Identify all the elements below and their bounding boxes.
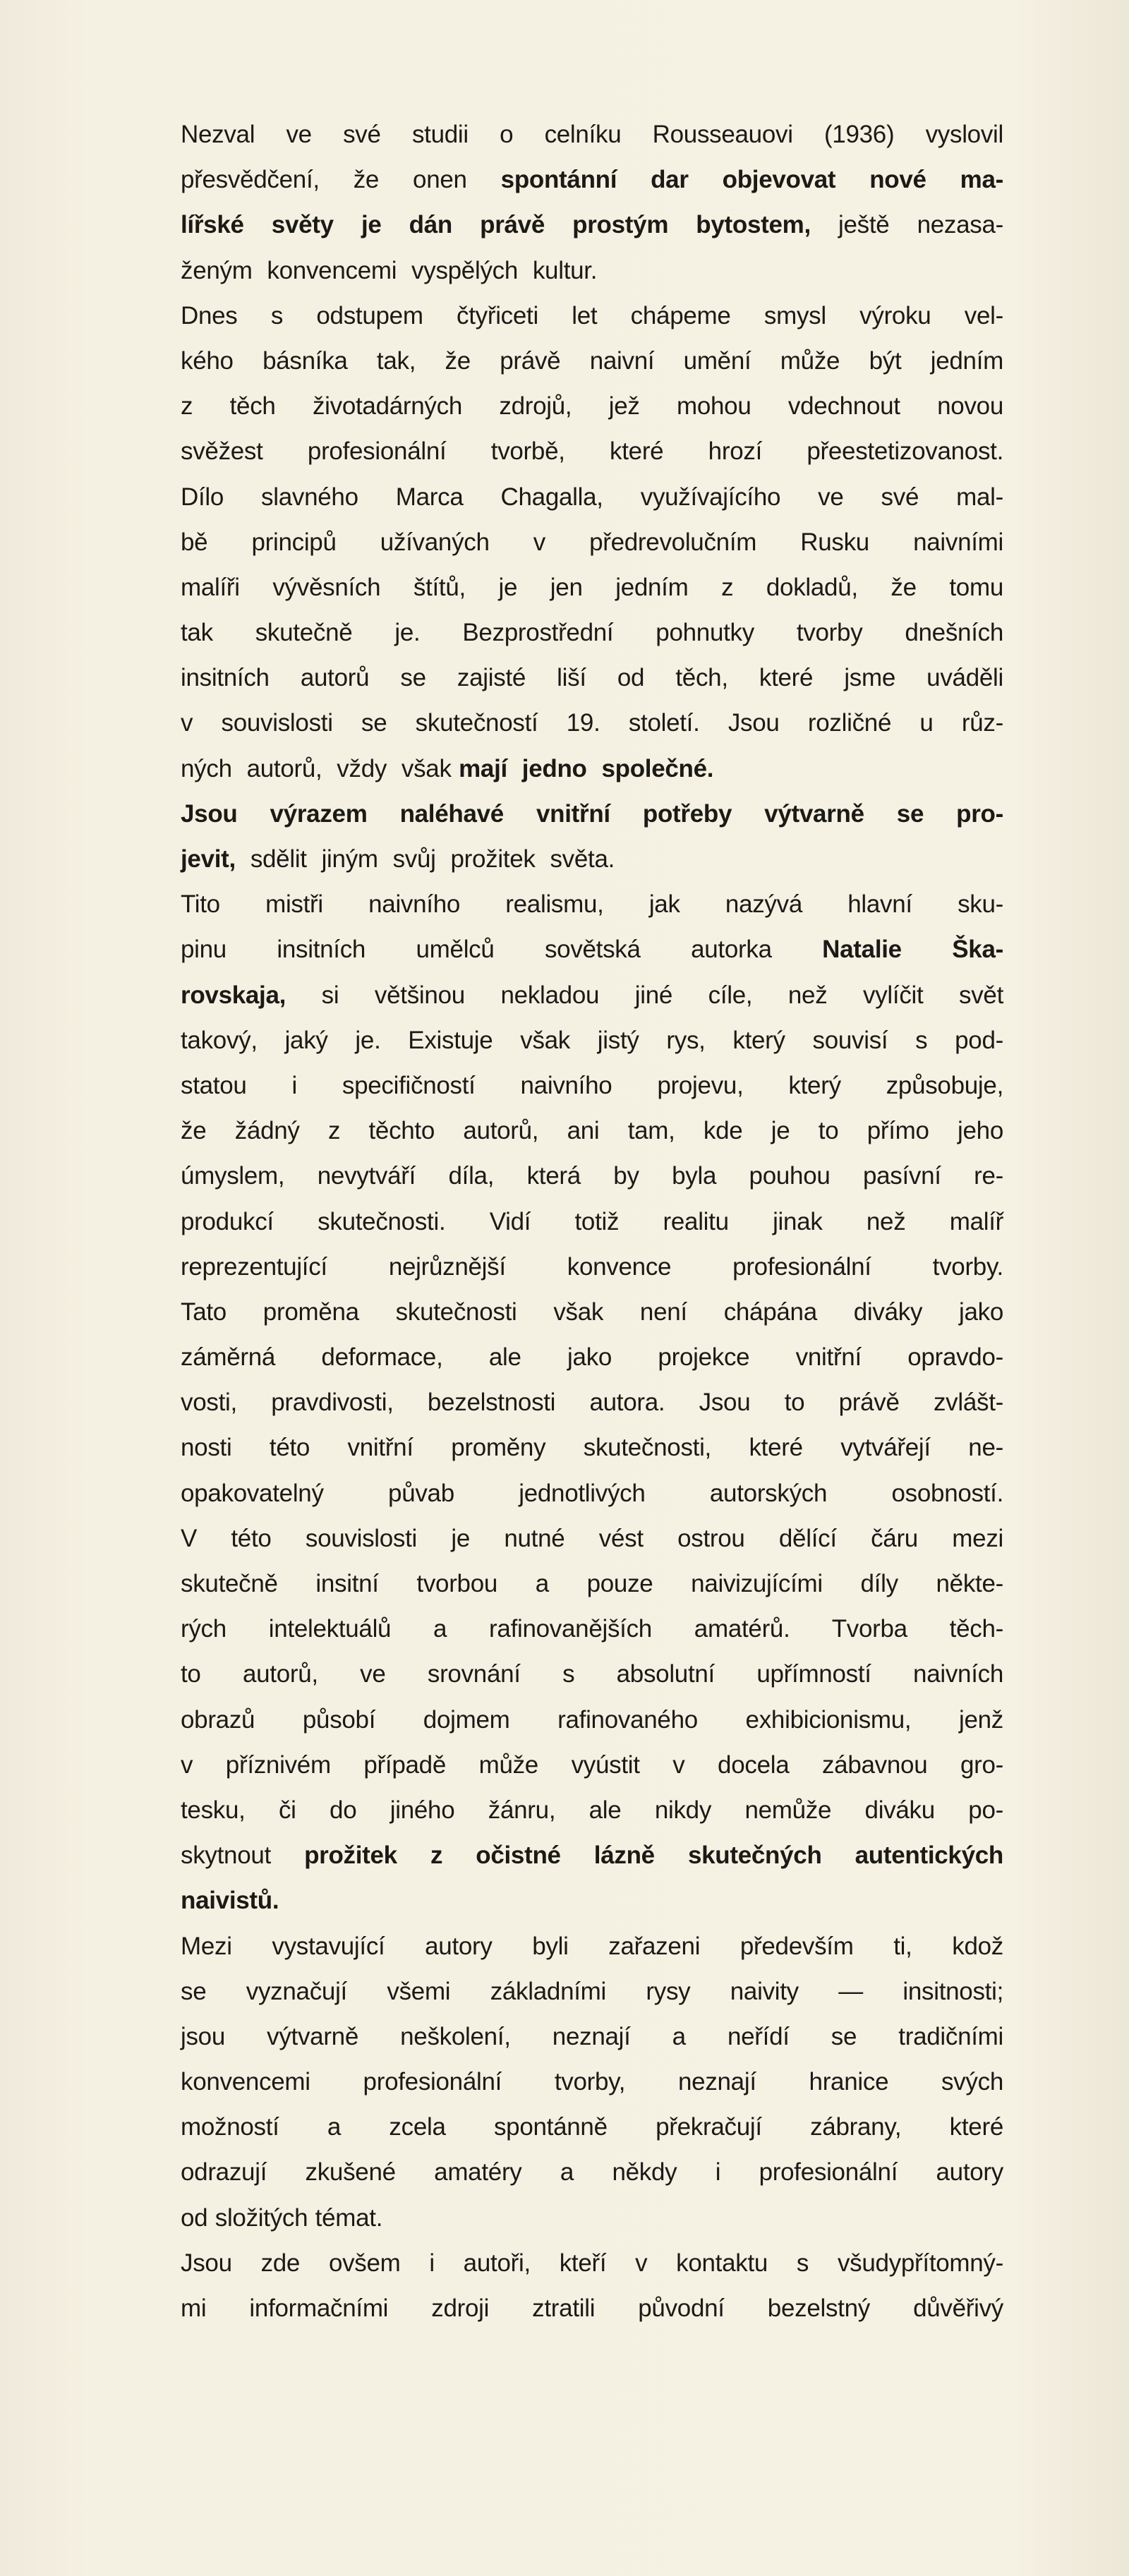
text-line [181,1833,1003,1878]
text-line [181,1561,1003,1607]
text-run: kého básníka tak, že právě naivní umění může být jedním [181,346,1003,375]
text-run: úmyslem, nevytváří díla, která by byla pouhou pasívní re- [181,1162,1003,1190]
text-line [181,565,1003,610]
text-run: skutečně insitní tvorbou a pouze naivizujícími díly někte- [181,1570,1003,1597]
text-run: to autorů, ve srovnání s absolutní upřímností naivních [181,1660,1003,1688]
text-run: v souvislosti se skutečností 19. století. Jsou rozličné u růz- [181,709,1003,737]
text-line [181,1607,1003,1652]
text-run: malíři vývěsních štítů, je jen jedním z dokladů, že tomu [181,573,1003,601]
text-line [181,2150,1003,2195]
text-line [181,1924,1003,1969]
bold-text: mají jedno společné. [459,754,714,782]
text-run: možností a zcela spontánně překračují zábrany, které [181,2113,1003,2141]
text-run: sdělit jiným svůj prožitek světa. [235,845,615,873]
text-run: se vyznačují všemi základními rysy naivity — insitnosti; [181,1977,1003,2005]
bold-text: naivistů. [181,1887,279,1915]
text-line [181,475,1003,520]
text-run: Tato proměna skutečnosti však není chápána diváky jako [181,1298,1003,1326]
text-line [181,1471,1003,1516]
bold-text: rovskaja, [181,981,286,1009]
bold-text: jevit, [181,845,236,873]
text-line [181,701,1003,746]
text-line [181,1290,1003,1335]
text-run: V této souvislosti je nutné vést ostrou dělící čáru mezi [181,1524,1003,1552]
text-line [181,2241,1003,2286]
text-run: ženým konvencemi vyspělých kultur. [181,256,598,284]
bold-text: spontánní dar objevovat nové ma- [500,166,1003,194]
text-line [181,429,1003,474]
text-line [181,1425,1003,1470]
text-line [181,655,1003,701]
text-line [181,927,1003,972]
text-run: Tito mistři naivního realismu, jak nazývá hlavní sku- [181,890,1003,919]
text-line [181,294,1003,339]
text-line [181,1652,1003,1697]
text-line [181,1335,1003,1380]
text-run: reprezentující nejrůznější konvence profesionální tvorby. [181,1252,1003,1281]
text-run: insitních autorů se zajisté liší od těch, které jsme uváděli [181,664,1003,692]
text-line [181,2105,1003,2150]
text-run: tesku, či do jiného žánru, ale nikdy nemůže diváku po- [181,1796,1003,1824]
text-line [181,610,1003,655]
text-run: Nezval ve své studii o celníku Rousseauovi (1936) vyslovil [181,121,1003,148]
text-run: tak skutečně je. Bezprostřední pohnutky tvorby dnešních [181,619,1003,647]
text-run: opakovatelný půvab jednotlivých autorských osobností. [181,1479,1003,1507]
text-run: přesvědčení, že onen [181,166,501,194]
text-line [181,2014,1003,2060]
text-line [181,746,1003,792]
text-line [181,2196,1003,2241]
text-run: bě principů užívaných v předrevolučním Rusku naivními [181,528,1003,556]
text-run: Mezi vystavující autory byli zařazeni především ti, kdož [181,1932,1003,1960]
bold-text: Jsou výrazem naléhavé vnitřní potřeby výtvarně se pro- [181,799,1003,828]
text-run: skytnout [181,1842,305,1870]
text-line [181,2286,1003,2331]
body-text [181,112,1003,2331]
text-run: v příznivém případě může vyústit v docela zábavnou gro- [181,1750,1003,1779]
text-line [181,1018,1003,1063]
text-line [181,882,1003,927]
bold-text: prožitek z očistné lázně skutečných autentických [304,1842,1003,1870]
text-run: jsou výtvarně neškolení, neznají a neřídí se tradičními [181,2022,1003,2050]
text-run: že žádný z těchto autorů, ani tam, kde je to přímo jeho [181,1117,1003,1145]
text-line [181,2060,1003,2105]
text-line [181,1743,1003,1788]
text-run: záměrná deformace, ale jako projekce vnitřní opravdo- [181,1343,1003,1372]
text-run: z těch životadárných zdrojů, jež mohou vdechnout novou [181,392,1003,421]
text-line [181,1380,1003,1425]
text-line [181,202,1003,248]
text-run: obrazů působí dojmem rafinovaného exhibicionismu, jenž [181,1705,1003,1734]
text-line [181,1108,1003,1154]
text-line [181,157,1003,202]
text-run: Jsou zde ovšem i autoři, kteří v kontaktu s všudypřítomný- [181,2249,1003,2277]
text-run: odrazují zkušené amatéry a někdy i profesionální autory [181,2158,1003,2187]
text-line [181,1516,1003,1561]
text-run: ještě nezasa- [810,211,1003,239]
text-run: si většinou nekladou jiné cíle, než vylíčit svět [286,981,1003,1009]
text-run: Dnes s odstupem čtyřiceti let chápeme smysl výroku vel- [181,301,1003,329]
text-run: vosti, pravdivosti, bezelstnosti autora. Jsou to právě zvlášt- [181,1389,1003,1417]
text-run: produkcí skutečnosti. Vidí totiž realitu jinak než malíř [181,1207,1003,1235]
text-line [181,112,1003,157]
text-run: rých intelektuálů a rafinovanějších amatérů. Tvorba těch- [181,1615,1003,1643]
text-run: takový, jaký je. Existuje však jistý rys, který souvisí s pod- [181,1026,1003,1054]
text-line [181,384,1003,429]
text-run: konvencemi profesionální tvorby, neznají hranice svých [181,2068,1003,2096]
text-line [181,1698,1003,1743]
text-line [181,1245,1003,1290]
text-line [181,1199,1003,1245]
text-run: svěžest profesionální tvorbě, které hrozí přeestetizovanost. [181,437,1003,466]
text-line [181,1878,1003,1923]
bold-text: Natalie Ška- [822,936,1003,964]
text-run: od složitých témat. [181,2203,383,2232]
text-line [181,837,1003,882]
text-line [181,1154,1003,1199]
text-run: nosti této vnitřní proměny skutečnosti, které vytvářejí ne- [181,1434,1003,1462]
text-line [181,1788,1003,1833]
text-run: pinu insitních umělců sovětská autorka [181,936,823,964]
text-run: statou i specifičností naivního projevu, který způsobuje, [181,1071,1003,1099]
text-line [181,1969,1003,2014]
text-line [181,792,1003,837]
text-run: Dílo slavného Marca Chagalla, využívajícího ve své mal- [181,483,1003,511]
text-run: ných autorů, vždy však [181,754,459,782]
text-line [181,1063,1003,1108]
text-line [181,973,1003,1018]
text-run: mi informačními zdroji ztratili původní bezelstný důvěřivý [181,2294,1003,2322]
bold-text: lířské světy je dán právě prostým bytostem, [181,211,811,239]
text-line [181,520,1003,565]
text-line [181,248,1003,294]
text-line [181,339,1003,384]
